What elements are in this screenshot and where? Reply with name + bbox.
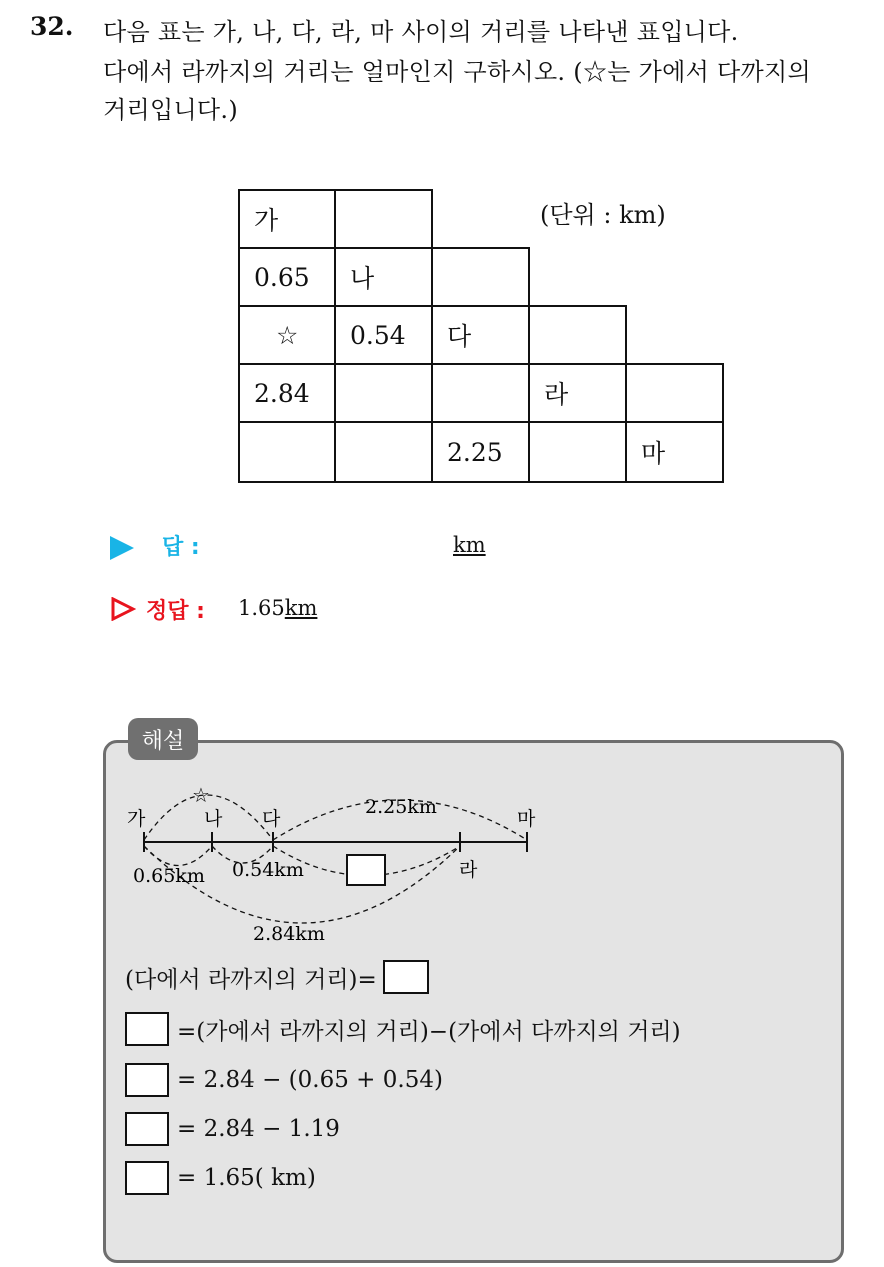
solution-line-1 [125, 960, 429, 994]
solution-text-5: = 1.65( km) [177, 1165, 316, 1191]
solution-text-3: = 2.84 − (0.65 + 0.54) [177, 1067, 443, 1093]
blank-box [125, 1112, 169, 1146]
cell-da-ma: 2.25 [431, 421, 530, 483]
correct-unit: km [284, 596, 318, 620]
blank-box [125, 1063, 169, 1097]
solution-line-2 [125, 1012, 681, 1046]
solution-text-4: = 2.84 − 1.19 [177, 1116, 340, 1142]
cell-na-da: 0.54 [334, 305, 433, 365]
unit-label: (단위 : km) [540, 201, 666, 229]
answer-label: 답 : [162, 535, 200, 560]
solution-text-1: (다에서 라까지의 거리)= [125, 966, 377, 993]
question-line-3: 거리입니다.) [103, 96, 239, 124]
cell-ra: 라 [528, 363, 627, 423]
question-line-2: 다에서 라까지의 거리는 얼마인지 구하시오. (☆는 가에서 다까지의 [103, 58, 811, 86]
point-label-na: 나 [204, 808, 223, 830]
point-label-ma: 마 [517, 808, 536, 830]
cell-na: 나 [334, 247, 433, 307]
answer-unit: km [453, 533, 486, 557]
cell-ga: 가 [238, 189, 336, 249]
blank-box [125, 1012, 169, 1046]
label-2.84km: 2.84km [253, 923, 325, 945]
blank-box [383, 960, 429, 994]
cell-ma: 마 [625, 421, 724, 483]
question-number: 32. [30, 12, 74, 41]
question-line-1: 다음 표는 가, 나, 다, 라, 마 사이의 거리를 나타낸 표입니다. [103, 18, 739, 46]
point-label-ra: 라 [459, 859, 478, 881]
solution-line-3 [125, 1063, 443, 1097]
blank-box [125, 1161, 169, 1195]
correct-label: 정답 : [146, 599, 205, 624]
solution-line-5 [125, 1161, 316, 1195]
cell-ga-ra: 2.84 [238, 363, 336, 423]
point-label-ga: 가 [127, 808, 146, 830]
label-0.54km: 0.54km [232, 859, 304, 881]
label-0.65km: 0.65km [133, 865, 205, 887]
cell-ga-da-star: ☆ [238, 305, 336, 365]
diagram-answer-box [347, 855, 385, 885]
solution-text-2: =(가에서 라까지의 거리)−(가에서 다까지의 거리) [177, 1018, 681, 1045]
label-2.25km: 2.25km [365, 796, 437, 818]
correct-value: 1.65 [238, 596, 285, 620]
solution-tag: 해설 [128, 718, 198, 760]
cell-da: 다 [431, 305, 530, 365]
star-label: ☆ [192, 783, 210, 807]
cell-ga-na: 0.65 [238, 247, 336, 307]
point-label-da: 다 [262, 808, 281, 830]
solution-line-4 [125, 1112, 340, 1146]
